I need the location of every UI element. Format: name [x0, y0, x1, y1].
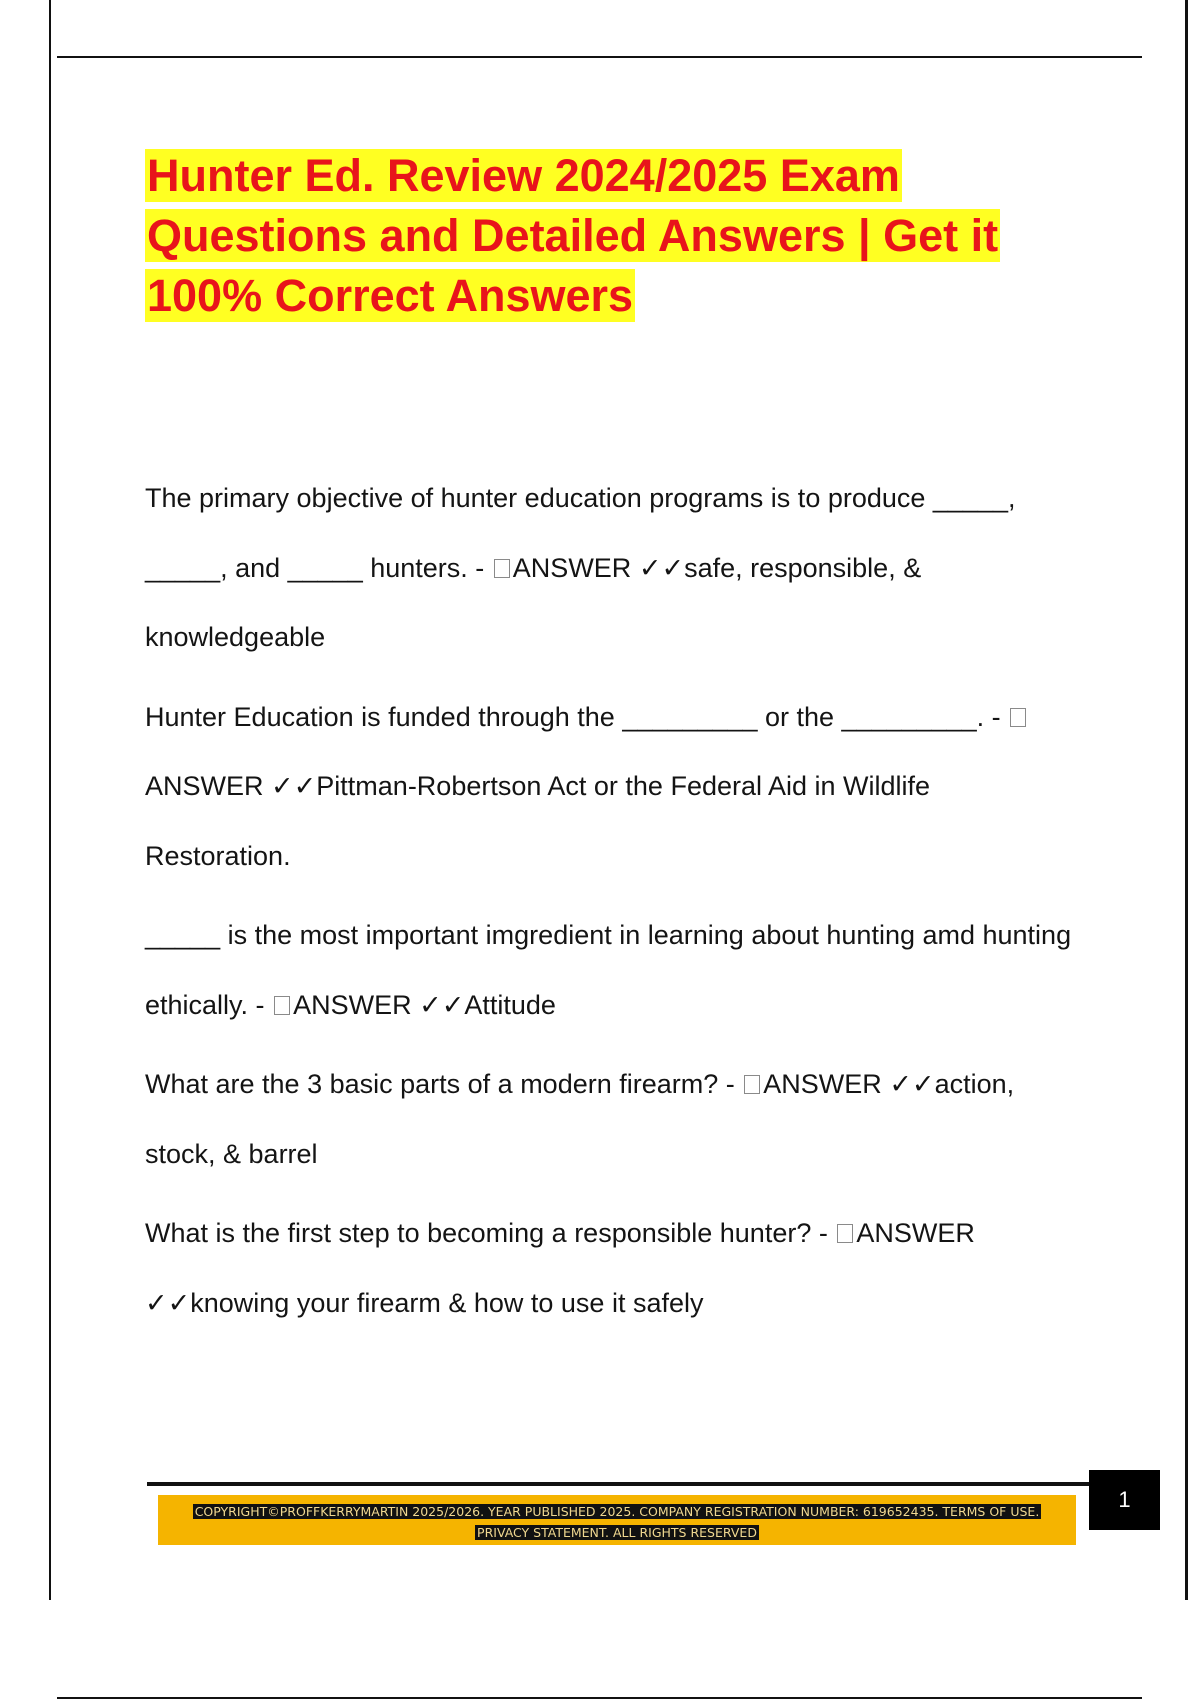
- double-check-icon: ✓✓: [638, 552, 685, 583]
- answer-label: ANSWER: [763, 1069, 882, 1099]
- answer-text: knowing your firearm & how to use it safely: [190, 1287, 704, 1318]
- next-page-divider: [57, 1697, 1142, 1699]
- qa-item: [145, 1050, 1075, 1189]
- answer-text: action, stock, & barrel: [145, 1069, 1015, 1169]
- question-text: What is the first step to becoming a responsible hunter? -: [145, 1218, 828, 1248]
- answer-label: ANSWER: [512, 552, 632, 583]
- answer-box-icon: [1010, 708, 1026, 727]
- copyright-line-1: COPYRIGHT©PROFFKERRYMARTIN 2025/2026. YEAR PUBLISHED 2025. COMPANY REGISTRATION NUMBER: 619652435. TERMS OF USE.: [194, 1504, 1040, 1519]
- double-check-icon: ✓✓: [271, 771, 317, 801]
- document-title-text: Hunter Ed. Review 2024/2025 Exam Questions and Detailed Answers | Get it 100% Correct Answers: [147, 150, 999, 321]
- question-text: The primary objective of hunter education programs is to produce _____, _____, and _____ hunters. -: [145, 483, 1016, 583]
- answer-text: Pittman-Robertson Act or the Federal Aid in Wildlife Restoration.: [145, 771, 931, 871]
- question-text: Hunter Education is funded through the _________ or the _________. -: [145, 701, 1001, 732]
- page-border-right: [1185, 0, 1188, 1600]
- qa-item: [145, 1199, 1075, 1338]
- header-divider: [57, 56, 1142, 58]
- answer-box-icon: [744, 1075, 760, 1094]
- answer-box-icon: [494, 559, 510, 578]
- answer-label: ANSWER: [293, 989, 412, 1020]
- footer-divider: [147, 1482, 1090, 1486]
- qa-list: [145, 464, 1075, 1348]
- page-number: 1: [1089, 1470, 1160, 1530]
- double-check-icon: ✓✓: [889, 1069, 935, 1099]
- answer-label: ANSWER: [145, 771, 264, 801]
- copyright-notice: [166, 1501, 1068, 1543]
- copyright-line-2: PRIVACY STATEMENT. ALL RIGHTS RESERVED: [477, 1525, 757, 1540]
- answer-text: Attitude: [464, 989, 556, 1020]
- page-border-left: [49, 0, 51, 1600]
- question-text: What are the 3 basic parts of a modern firearm? -: [145, 1069, 735, 1099]
- answer-text: safe, responsible, & knowledgeable: [145, 552, 922, 652]
- double-check-icon: ✓✓: [145, 1287, 191, 1318]
- qa-item: [145, 901, 1075, 1040]
- answer-box-icon: [837, 1224, 853, 1243]
- document-title: [145, 146, 1085, 326]
- question-text: _____ is the most important imgredient in learning about hunting amd hunting ethically. -: [145, 920, 1072, 1020]
- answer-label: ANSWER: [856, 1218, 975, 1248]
- qa-item: [145, 683, 1075, 892]
- qa-item: [145, 464, 1075, 673]
- double-check-icon: ✓✓: [419, 989, 465, 1020]
- answer-box-icon: [274, 996, 290, 1015]
